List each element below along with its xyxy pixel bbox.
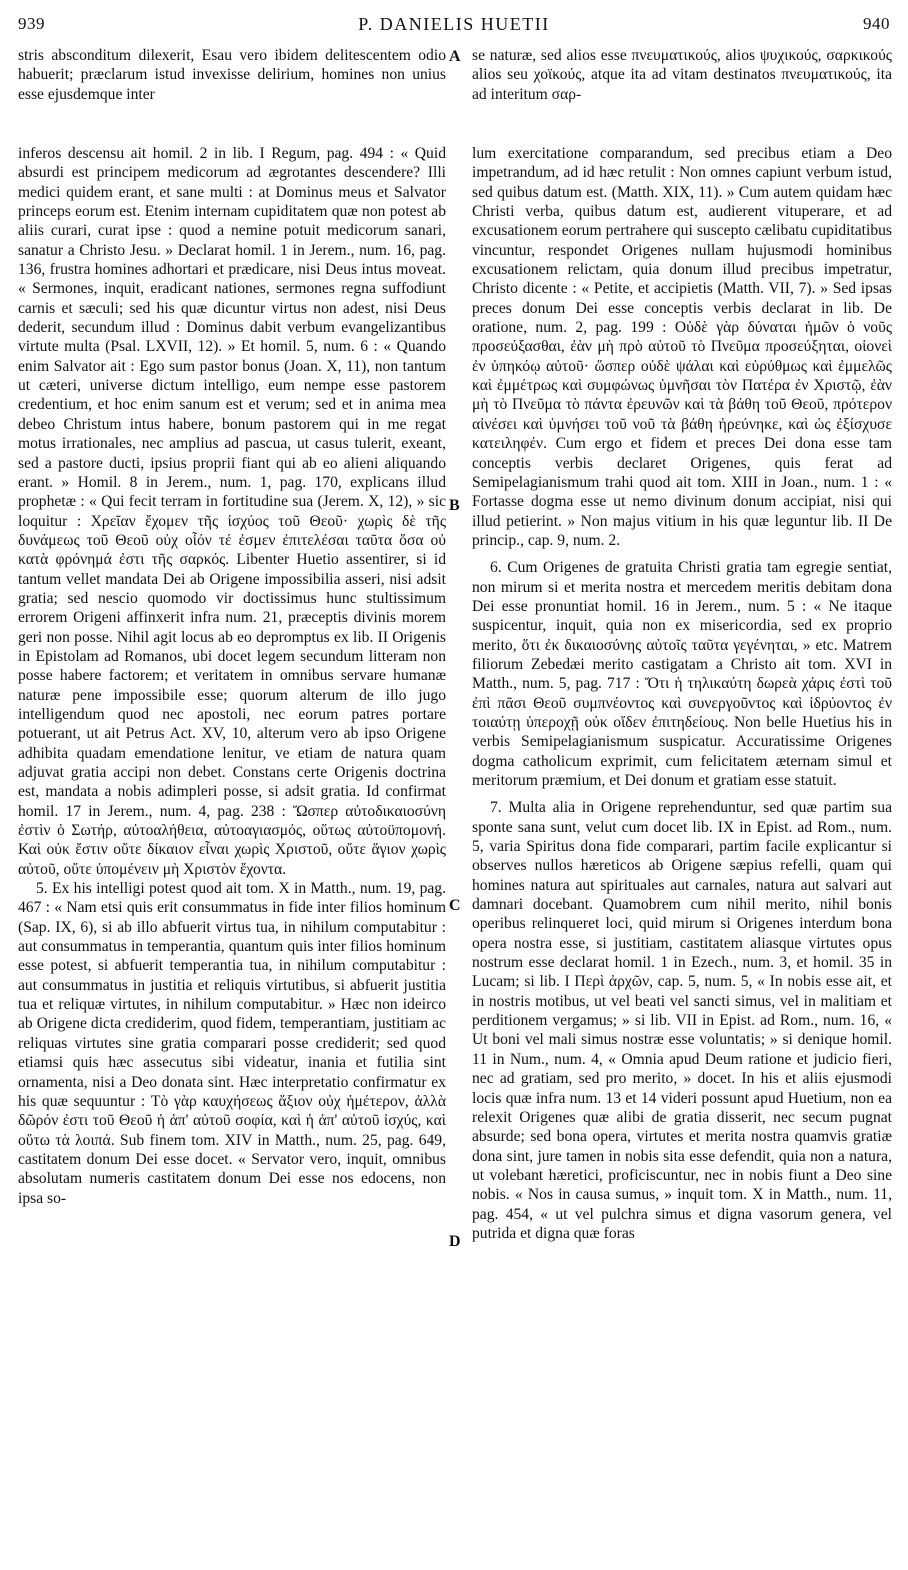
margin-marker-d: D: [449, 1233, 461, 1250]
margin-marker-a: A: [449, 48, 461, 65]
top-right-text: [472, 46, 892, 104]
running-title: P. DANIELIS HUETII: [358, 14, 550, 34]
right-paragraph-1: lum exercitatione comparandum, sed precibus etiam a Deo impetrandum, ad id hæc retulit : Non omnes capiunt verbum istud, sed quibus datum est. (Matth. XIX, 11). » Cum autem quidam hæc Christi verba, quibus datum est, audierent vituperare, et ad excusationem eorum pertrahere qui suscepto cælibatu cupiditatibus vincuntur, respondet Origenes nullam hujusmodi hominibus excusationem relictam, quia donum illud precibus impetratur, Christo dicente : « Petite, et accipietis (Matth. VII, 7). » Sed ipsas preces donum Dei esse conceptis verbis declarat in lib. De oratione, num. 2, pag. 199 : Οὐδὲ γὰρ δύναται ἡμῶν ὁ νοῦς προσεύξασθαι, ἐὰν μὴ πρὸ αὐτοῦ τὸ Πνεῦμα προσεύξηται, οἱονεὶ ἐν ὑπηκόῳ αὐτοῦ· ὥσπερ οὐδὲ ψάλαι καὶ εὐρύθμως καὶ ἐμμελῶς καὶ ἐμμέτρως καὶ συμφώνως ὑμνῆσαι τὸν Πατέρα ἐν Χριστῷ, ἐὰν μὴ τὸ Πνεῦμα τὸ πάντα ἐρευνῶν καὶ τὰ βάθη τοῦ Θεοῦ, πρότερον αἰνέσει καὶ ὑμνήσει τοῦ νοῦ τὰ βάθη ἠρεύνηκε, καὶ ὡς ἐξίσχυσε κατειληφέν. Cum ergo et fidem et preces Dei dona esse tam conceptis verbis declaret Origenes, quis ferat ad Semipelagianismum trahi quod ait tom. XIII in Joan., num. 1 : « Fortasse dogma esse ut nemo divinum donum accipiat, nisi qui illud petierint. » Non majus vitium in his quæ leguntur lib. II De princip., cap. 9, num. 2.: [472, 145, 892, 549]
right-paragraph-6: 6. Cum Origenes de gratuita Christi gratia tam egregie sentiat, non mirum si et merita nostra et mercedem meritis debitam dona Dei esse pronuntiat homil. 16 in Jerem., num. 5 : « Ne itaque suspicentur, inquit, quia non ex misericordia, sed ex proprio merito, ὅτι ἐκ δικαιοσύνης αὐτοῖς ταῦτα γεγένηται, » etc. Matrem filiorum Zebedæi merito castigatam a Christo ait tom. XVI in Matth., num. 5, pag. 717 : Ὅτι ἡ τηλικαύτη δωρεὰ χάρις ἐστὶ τοῦ ἐπὶ πᾶσι Θεοῦ συμπνέοντος καὶ συνεργοῦντος καὶ ἱδρύοντος ἐν τοιαύτῃ ὑπεροχῇ οὐκ οἴδεν ἐπιτηδείους. Non belle Huetius his in verbis Semipelagianismum suspicatur. Accuratissime Origenes dogma catholicum exprimit, cum felicitatem æternam simul et meritorum præmium, et Dei donum et gratiam esse statuit.: [472, 559, 892, 789]
right-column: [472, 144, 892, 1243]
left-page-number: 939: [18, 14, 45, 33]
left-paragraph-1: inferos descensu ait homil. 2 in lib. I Regum, pag. 494 : « Quid absurdi est principem medicorum ad ægrotantes descendere? Illi medici quidem erant, et sane multi : at Dominus meus et Salvator princeps eorum est. Etenim internam cupiditatem quæ non potest ab aliis curari, curat ipse : quod a nemine potuit medicorum sanari, sanatur a Christo Jesu. » Declarat homil. 1 in Jerem., num. 16, pag. 136, frustra homines adhortari et prædicare, nisi Deus intus moveat. « Sermones, inquit, eradicant nationes, sermones regna suffodiunt carnis et sæculi; sed his quæ dicuntur virtus non adest, nisi Deus dederit, secundum illud : Dominus dabit verbum evangelizantibus virtute multa (Psal. LXVII, 12). » Et homil. 5, num. 6 : « Quando enim Salvator ait : Ego sum pastor bonus (Joan. X, 11), non tantum ut cæteri, universe dictum intelligo, eum nempe esse pastorem credentium, et hoc enim sanum est et verum; sed et in anima mea debeo Christum intus habere, bonum pastorem qui in me regat motus irrationales, nec amplius ad pascua, ut casus tulerit, exeant, sed a pastore ducti, ipsius proprii fiant qui ab eo alieni aliquando erant. » Homil. 8 in Jerem., num. 1, pag. 170, explicans illud prophetæ : « Qui fecit terram in fortitudine sua (Jerem. X, 12), » sic loquitur : Χρεῖαν ἔχομεν τῆς ἰσχύος τοῦ Θεοῦ· χωρὶς δὲ τῆς δυνάμεως τοῦ Θεοῦ οὐχ οἷόν τέ ἐσμεν ἐπιτελέσαι ταῦτα ὅσα οὐ κατὰ φρόνημά ἐστι τῆς σαρκός. Libenter Huetio assentirer, si id tantum vellet mandata Dei ab Origene impossibilia asseri, nisi adsit gratia; sed nescio quomodo vir doctissimus hunc stultissimum errorem Origeni affinxerit infra num. 21, præceptis divinis morem geri non posse. Nihil agit locus ab eo depromptus ex lib. II Origenis in Epistolam ad Romanos, ubi docet legem secundum litteram non posse habere factorem; et veritatem in omnibus servare humanæ naturæ pene impossibile esse; quorum alterum de illo jugo intelligendum quod nec apostoli, nec eorum patres portare potuerant, ut ait Petrus Act. XV, 10, alterum vero ab ipso Origene adhibita quadam emendatione lenitur, ve etiam de natura quam adjuvat gratia accipi non debet. Constans certe Origenis doctrina est, mandata a nobis adimpleri posse, si adsit gratia. Id confirmat homil. 17 in Jerem., num. 4, pag. 238 : Ὥσπερ αὐτοδικαιοσύνη ἐστὶν ὁ Σωτήρ, αὐτοαλήθεια, αὐτοαγιασμός, οὕτως αὐτοϋπομονή. Καὶ οὐκ ἔστιν οὔτε δίκαιον εἶναι χωρὶς Χριστοῦ, οὔτε ἅγιον χωρὶς αὐτοῦ, οὔτε ὑπομένειν μὴ Χριστὸν ἔχοντα.: [18, 145, 446, 878]
right-paragraph-7: 7. Multa alia in Origene reprehenduntur, sed quæ partim sua sponte sana sunt, velut cum docet lib. IX in Epist. ad Rom., num. 5, varia Spiritus dona fide comparari, partim facile explicantur si observes nullos hæreticos ab Origene sæpius refelli, quam qui homines natura aut spirituales aut carnales, natura aut salvari aut damnari docebant. Quamobrem cum nihil merito, nihil bonis operibus relinqueret loci, quid mirum si Origenes interdum bona opera nostra esse, si justitiam, castitatem aliasque virtutes opus nostrum esse declarat homil. 1 in Ezech., num. 3, et homil. 35 in Lucam; si lib. I Περὶ ἀρχῶν, cap. 5, num. 5, « In nobis esse ait, et in nostris motibus, ut vel beati vel sancti simus, vel in malitiam et perditionem vergamus; » si lib. VII in Epist. ad Rom., num. 16, « Ut boni vel mali simus nostræ esse voluntatis; » si denique homil. 11 in Num., num. 4, « Omnia apud Deum ratione et judicio fieri, nec ad gratiam, sed pro merito, » docet. In his et aliis ejusmodi locis quæ infra num. 13 et 14 videri possunt apud Huetium, non ea relexit Origenes quæ alibi de gratia disserit, nec secum pugnat absurde; sed bona opera, virtutes et merita nostra quamvis gratiæ dona sint, jure tamen in nobis sita esse defendit, quia non a natura, ut volebant hæretici, proficiscuntur, nec in nobis fiunt a Deo sine nobis. « Nos in causa sumus, » inquit tom. X in Matth., num. 11, pag. 454, « ut vel pulchra simus et digna vasorum genera, vel putrida et digna quæ foras: [472, 799, 892, 1242]
left-column: [18, 144, 446, 1208]
top-right-paragraph: se naturæ, sed alios esse πνευματικούς, alios ψυχικούς, σαρκικούς alios seu χοϊκούς, atque ita ad vitam destinatos πνευματικούς, ita ad interitum σαρ-: [472, 47, 892, 103]
margin-marker-b: B: [449, 497, 460, 514]
margin-marker-c: C: [449, 897, 461, 914]
page-header: [18, 14, 890, 38]
right-page-number: 940: [863, 14, 890, 33]
top-left-text: [18, 46, 446, 104]
top-left-paragraph: stris absconditum dilexerit, Esau vero ibidem delitescentem odio habuerit; præclarum istud invexisse delirium, homines non unius esse ejusdemque inter: [18, 47, 446, 103]
left-paragraph-5: 5. Ex his intelligi potest quod ait tom. X in Matth., num. 19, pag. 467 : « Nam etsi quis erit consummatus in fide inter filios hominum (Sap. IX, 6), si ab illo abfuerit virtus tua, in nihilum computabitur : aut consummatus in temperantia, quantum quis inter filios hominum esse potest, si abfuerit temperantia tua, in nihilum computabitur : aut consummatus in justitia et reliquis virtutibus, si abfuerit justitia tua et reliquæ virtutes, in nihilum computabitur. » Hæc non ideirco ab Origene dicta crediderim, quod fidem, temperantiam, justitiam ac reliquas virtutes sine gratia comparari posse crediderit; sed quod etiamsi quis hæc assecutus sibi videatur, inania et futilia sint ornamenta, nisi a Deo donata sint. Hæc interpretatio confirmatur ex his quæ sequuntur : Τὸ γὰρ καυχήσεως ἄξιον οὐχ ἡμέτερον, ἀλλὰ δῶρόν ἐστι τοῦ Θεοῦ ἡ ἀπ' αὐτοῦ σοφία, καὶ ἡ ἀπ' αὐτοῦ ἰσχύς, καὶ οὕτω τὰ λοιπά. Sub finem tom. XIV in Matth., num. 25, pag. 649, castitatem donum Dei esse docet. « Servator vero, inquit, omnibus absolutam numeris castitatem donum Dei esse nos edocens, non ipsa so-: [18, 880, 446, 1207]
